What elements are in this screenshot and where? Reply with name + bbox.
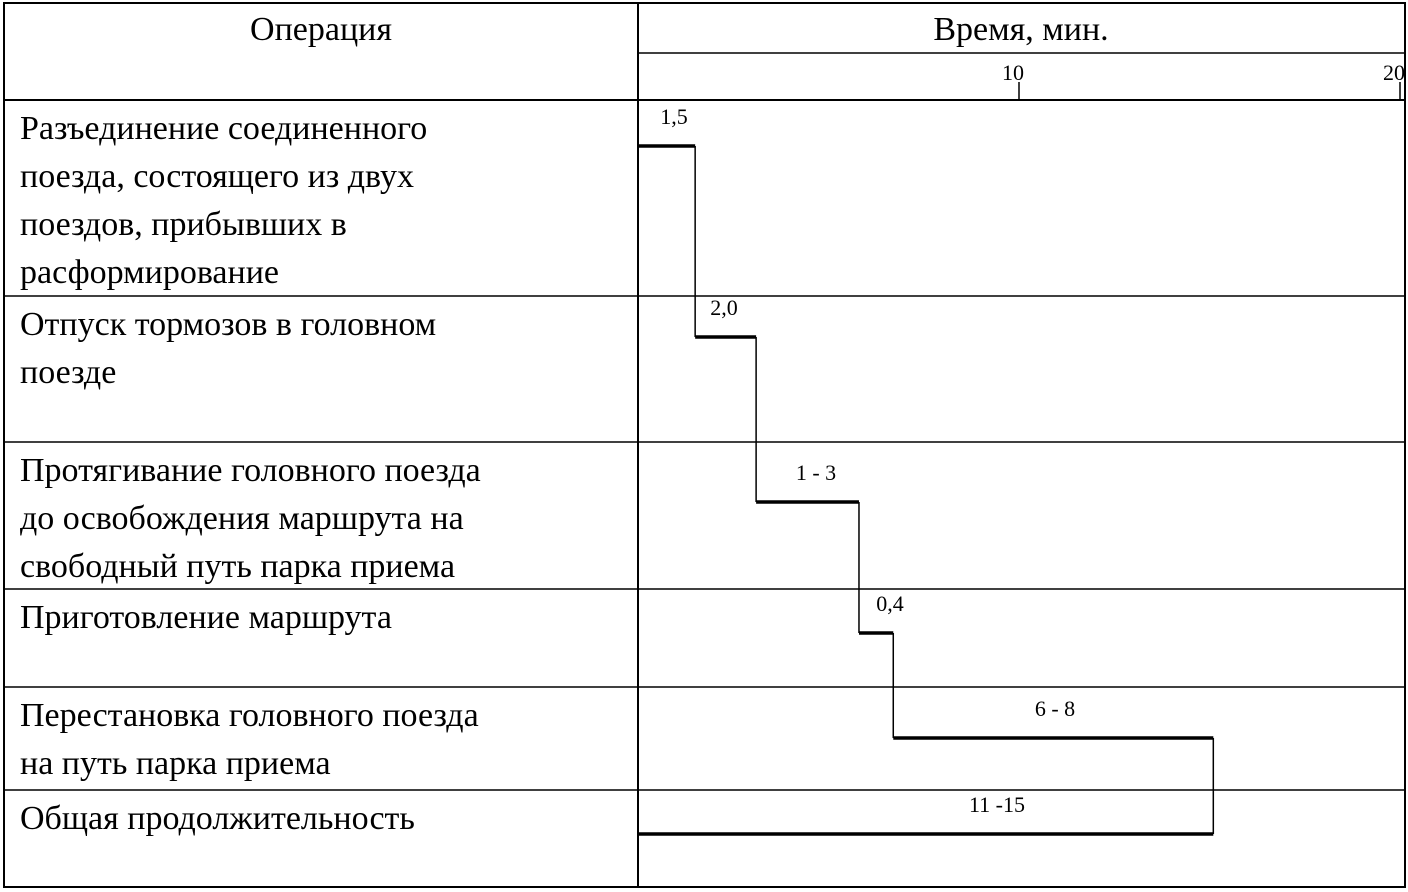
operation-label-line: поезде bbox=[20, 354, 117, 391]
operation-label-line: свободный путь парка приема bbox=[20, 548, 456, 585]
tick-label: 10 bbox=[1002, 60, 1024, 85]
operation-label-line: Приготовление маршрута bbox=[20, 599, 392, 636]
time-header: Время, мин. bbox=[933, 11, 1109, 48]
duration-steps bbox=[638, 104, 1213, 834]
operation-label-line: до освобождения маршрута на bbox=[20, 500, 464, 537]
duration-label: 11 -15 bbox=[968, 792, 1026, 817]
operation-label-line: поезда, состоящего из двух bbox=[20, 158, 414, 195]
operation-label-line: Отпуск тормозов в головном bbox=[20, 306, 437, 343]
duration-label: 2,0 bbox=[710, 295, 738, 320]
duration-label: 1,5 bbox=[660, 104, 688, 129]
duration-label: 0,4 bbox=[876, 591, 904, 616]
operation-label-line: Протягивание головного поезда bbox=[20, 452, 481, 489]
operation-label-line: расформирование bbox=[20, 254, 280, 291]
duration-label: 1 - 3 bbox=[795, 460, 837, 485]
operation-header: Операция bbox=[250, 11, 392, 48]
operation-label-line: Разъединение соединенного bbox=[20, 110, 428, 147]
time-axis-ticks bbox=[1002, 60, 1405, 100]
operation-label-line: Перестановка головного поезда bbox=[20, 697, 479, 734]
duration-label: 6 - 8 bbox=[1034, 696, 1076, 721]
operation-label-line: поездов, прибывших в bbox=[20, 206, 347, 243]
operation-label-line: на путь парка приема bbox=[20, 745, 331, 782]
tick-label: 20 bbox=[1383, 60, 1405, 85]
operation-label-line: Общая продолжительность bbox=[20, 800, 415, 837]
operation-rows bbox=[4, 110, 1405, 837]
